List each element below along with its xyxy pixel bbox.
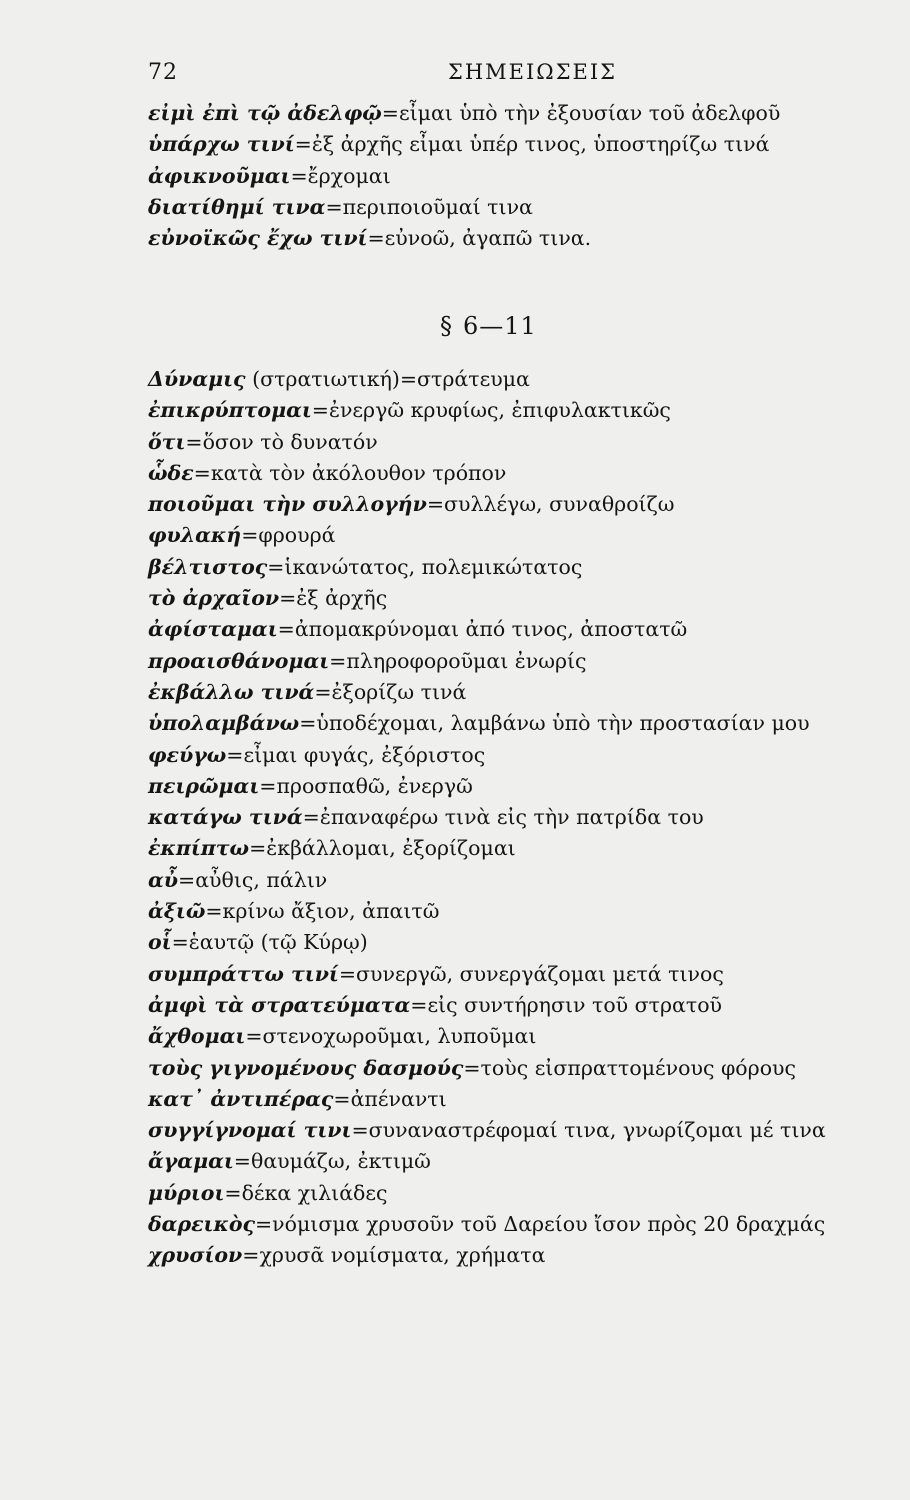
glossary-entry: συμπράττω τινί=συνεργῶ, συνεργάζομαι μετά τινος [148, 961, 724, 986]
entry-definition: θαυμάζω, ἐκτιμῶ [250, 1149, 431, 1174]
glossary-entry: ὅτι=ὅσον τὸ δυνατόν [148, 429, 378, 454]
entry-definition: περιποιοῦμαί τινα [342, 194, 533, 219]
entry-definition: αὖθις, πάλιν [195, 867, 328, 892]
glossary-entry: ὑπολαμβάνω=ὑποδέχομαι, λαμβάνω ὑπὸ τὴν προστασίαν μου [148, 711, 810, 736]
glossary-entry: δαρεικὸς=νόμισμα χρυσοῦν τοῦ Δαρείου ἴσον πρὸς 20 δραχμάς [148, 1212, 826, 1237]
entry-definition: ἐκβάλλομαι, ἐξορίζομαι [266, 836, 516, 861]
entry-term: ὑπάρχω τινί [148, 132, 295, 157]
glossary-block-1 [148, 98, 888, 254]
entry-definition: ἑαυτῷ (τῷ Κύρῳ) [188, 930, 368, 955]
entry-definition: εἶμαι ὑπὸ τὴν ἐξουσίαν τοῦ ἀδελφοῦ [398, 101, 781, 125]
page-number: 72 [148, 60, 178, 85]
entry-term: Δύναμις [148, 367, 246, 391]
glossary-entry: τοὺς γιγνομένους δασμούς=τοὺς εἰσπραττομένους φόρους [148, 1055, 796, 1080]
entry-term: συμπράττω τινί [148, 961, 339, 986]
glossary-entry: φεύγω=εἶμαι φυγάς, ἐξόριστος [148, 742, 486, 767]
entry-definition: χρυσᾶ νομίσματα, χρήματα [259, 1243, 546, 1268]
entry-term: ἐκβάλλω τινά [148, 679, 315, 704]
entry-term: προαισθάνομαι [148, 648, 330, 673]
entry-term: μύριοι [148, 1180, 225, 1205]
entry-term: φεύγω [148, 742, 227, 767]
entry-definition: δέκα χιλιάδες [241, 1180, 388, 1205]
glossary-entry: ὧδε=κατὰ τὸν ἀκόλουθον τρόπον [148, 460, 507, 485]
glossary-entry: βέλτιστος=ἱκανώτατος, πολεμικώτατος [148, 554, 583, 579]
glossary-entry: κατ᾽ ἀντιπέρας=ἀπέναντι [148, 1086, 447, 1111]
entry-definition: προσπαθῶ, ἐνεργῶ [276, 773, 473, 798]
glossary-entry: τὸ ἀρχαῖον=ἐξ ἀρχῆς [148, 586, 388, 611]
entry-term: διατίθημί τινα [148, 194, 326, 219]
entry-term: ἐπικρύπτομαι [148, 398, 312, 423]
entry-definition: ὑποδέχομαι, λαμβάνω ὑπὸ τὴν προστασίαν μου [316, 711, 810, 736]
entry-definition: συνεργῶ, συνεργάζομαι μετά τινος [356, 961, 724, 986]
entry-definition: ἐπαναφέρω τινὰ εἰς τὴν πατρίδα του [319, 805, 704, 830]
entry-definition: (στρατιωτική)=στράτευμα [252, 367, 530, 391]
entry-term: εὐνοϊκῶς ἔχω τινί [148, 226, 368, 251]
entry-term: ἀφικνοῦμαι [148, 163, 291, 188]
entry-term: οἷ [148, 930, 172, 955]
glossary-entry: χρυσίον=χρυσᾶ νομίσματα, χρήματα [148, 1243, 546, 1268]
entry-term: εἰμὶ ἐπὶ τῷ ἀδελφῷ [148, 101, 382, 125]
glossary-entry: ἀφίσταμαι=ἀπομακρύνομαι ἀπό τινος, ἀποστατῶ [148, 617, 688, 642]
entry-definition: εἰς συντήρησιν τοῦ στρατοῦ [427, 992, 723, 1017]
entry-term: ὑπολαμβάνω [148, 711, 300, 736]
entry-definition: ἐξ ἀρχῆς [296, 586, 388, 611]
entry-term: κατ᾽ ἀντιπέρας [148, 1086, 334, 1111]
entry-definition: κρίνω ἄξιον, ἀπαιτῶ [222, 899, 440, 924]
entry-term: τοὺς γιγνομένους δασμούς [148, 1055, 464, 1080]
glossary-entry: ἄγαμαι=θαυμάζω, ἐκτιμῶ [148, 1149, 431, 1174]
section-range: 6—11 [463, 312, 537, 340]
glossary-entry: αὖ=αὖθις, πάλιν [148, 867, 328, 892]
entry-term: φυλακή [148, 523, 242, 548]
entry-term: κατάγω τινά [148, 805, 303, 830]
glossary-block-2 [148, 364, 888, 1272]
entry-definition: ἐξ ἀρχῆς εἶμαι ὑπέρ τινος, ὑποστηρίζω τινά [311, 132, 770, 157]
entry-term: συγγίγνομαί τινι [148, 1118, 352, 1143]
entry-term: ὅτι [148, 429, 186, 454]
glossary-entry: οἷ=ἑαυτῷ (τῷ Κύρῳ) [148, 930, 368, 955]
glossary-entry: εὐνοϊκῶς ἔχω τινί=εὐνοῶ, ἀγαπῶ τινα. [148, 226, 592, 251]
glossary-entry: κατάγω τινά=ἐπαναφέρω τινὰ εἰς τὴν πατρίδα του [148, 805, 704, 830]
entry-definition: ἀπέναντι [350, 1086, 447, 1111]
glossary-entry: ἀμφὶ τὰ στρατεύματα=εἰς συντήρησιν τοῦ στρατοῦ [148, 992, 723, 1017]
glossary-entry: ἐπικρύπτομαι=ἐνεργῶ κρυφίως, ἐπιφυλακτικῶς [148, 398, 671, 423]
glossary-entry: συγγίγνομαί τινι=συναναστρέφομαί τινα, γνωρίζομαι μέ τινα [148, 1118, 826, 1143]
entry-definition: συναναστρέφομαί τινα, γνωρίζομαι μέ τινα [368, 1118, 826, 1143]
section-heading [440, 312, 537, 340]
glossary-entry: ὑπάρχω τινί=ἐξ ἀρχῆς εἶμαι ὑπέρ τινος, ὑποστηρίζω τινά [148, 132, 770, 157]
entry-definition: ἱκανώτατος, πολεμικώτατος [284, 554, 583, 579]
entry-definition: ἐνεργῶ κρυφίως, ἐπιφυλακτικῶς [328, 398, 671, 423]
glossary-entry: ἀξιῶ=κρίνω ἄξιον, ἀπαιτῶ [148, 899, 440, 924]
glossary-entry: προαισθάνομαι=πληροφοροῦμαι ἐνωρίς [148, 648, 587, 673]
glossary-entry: διατίθημί τινα=περιποιοῦμαί τινα [148, 194, 533, 219]
entry-definition: κατὰ τὸν ἀκόλουθον τρόπον [210, 460, 507, 485]
entry-definition: ἐξορίζω τινά [331, 679, 467, 704]
entry-term: ἄχθομαι [148, 1024, 246, 1049]
entry-term: ποιοῦμαι τὴν συλλογήν [148, 492, 427, 517]
glossary-entry: ἐκπίπτω=ἐκβάλλομαι, ἐξορίζομαι [148, 836, 516, 861]
section-symbol: § [440, 312, 453, 340]
entry-definition: τοὺς εἰσπραττομένους φόρους [480, 1055, 796, 1080]
entry-definition: στενοχωροῦμαι, λυποῦμαι [262, 1024, 537, 1049]
running-head: ΣΗΜΕΙΩΣΕΙΣ [448, 60, 618, 84]
entry-definition: νόμισμα χρυσοῦν τοῦ Δαρείου ἴσον πρὸς 20 δραχμάς [272, 1212, 826, 1237]
entry-term: ἐκπίπτω [148, 836, 250, 861]
entry-term: αὖ [148, 867, 178, 892]
glossary-entry: ἀφικνοῦμαι=ἔρχομαι [148, 163, 391, 188]
entry-definition: εἶμαι φυγάς, ἐξόριστος [243, 742, 486, 767]
entry-term: ἀμφὶ τὰ στρατεύματα [148, 992, 411, 1017]
entry-definition: ἀπομακρύνομαι ἀπό τινος, ἀποστατῶ [294, 617, 688, 642]
glossary-entry: πειρῶμαι=προσπαθῶ, ἐνεργῶ [148, 773, 473, 798]
entry-term: πειρῶμαι [148, 773, 260, 798]
glossary-entry: ἄχθομαι=στενοχωροῦμαι, λυποῦμαι [148, 1024, 537, 1049]
entry-definition: ὅσον τὸ δυνατόν [202, 429, 378, 454]
entry-term: βέλτιστος [148, 554, 268, 579]
entry-term: ἀφίσταμαι [148, 617, 278, 642]
entry-definition: εὐνοῶ, ἀγαπῶ τινα. [384, 226, 592, 251]
glossary-entry [148, 364, 888, 395]
entry-definition: ἔρχομαι [307, 163, 391, 188]
glossary-entry: φυλακή=φρουρά [148, 523, 336, 548]
entry-definition: συλλέγω, συναθροίζω [444, 492, 675, 517]
entry-term: ἄγαμαι [148, 1149, 234, 1174]
entry-term: χρυσίον [148, 1243, 243, 1268]
page-header [148, 60, 848, 90]
entry-definition: πληροφοροῦμαι ἐνωρίς [346, 648, 587, 673]
entry-definition: φρουρά [258, 523, 336, 548]
glossary-entry: εἰμὶ ἐπὶ τῷ ἀδελφῷ=εἶμαι ὑπὸ τὴν ἐξουσίαν τοῦ ἀδελφοῦ [148, 101, 781, 125]
entry-term: ἀξιῶ [148, 899, 206, 924]
entry-term: τὸ ἀρχαῖον [148, 586, 280, 611]
entry-term: δαρεικὸς [148, 1212, 255, 1237]
glossary-entry: ποιοῦμαι τὴν συλλογήν=συλλέγω, συναθροίζω [148, 492, 675, 517]
glossary-entry: ἐκβάλλω τινά=ἐξορίζω τινά [148, 679, 467, 704]
glossary-entry: μύριοι=δέκα χιλιάδες [148, 1180, 388, 1205]
entry-term: ὧδε [148, 460, 194, 485]
